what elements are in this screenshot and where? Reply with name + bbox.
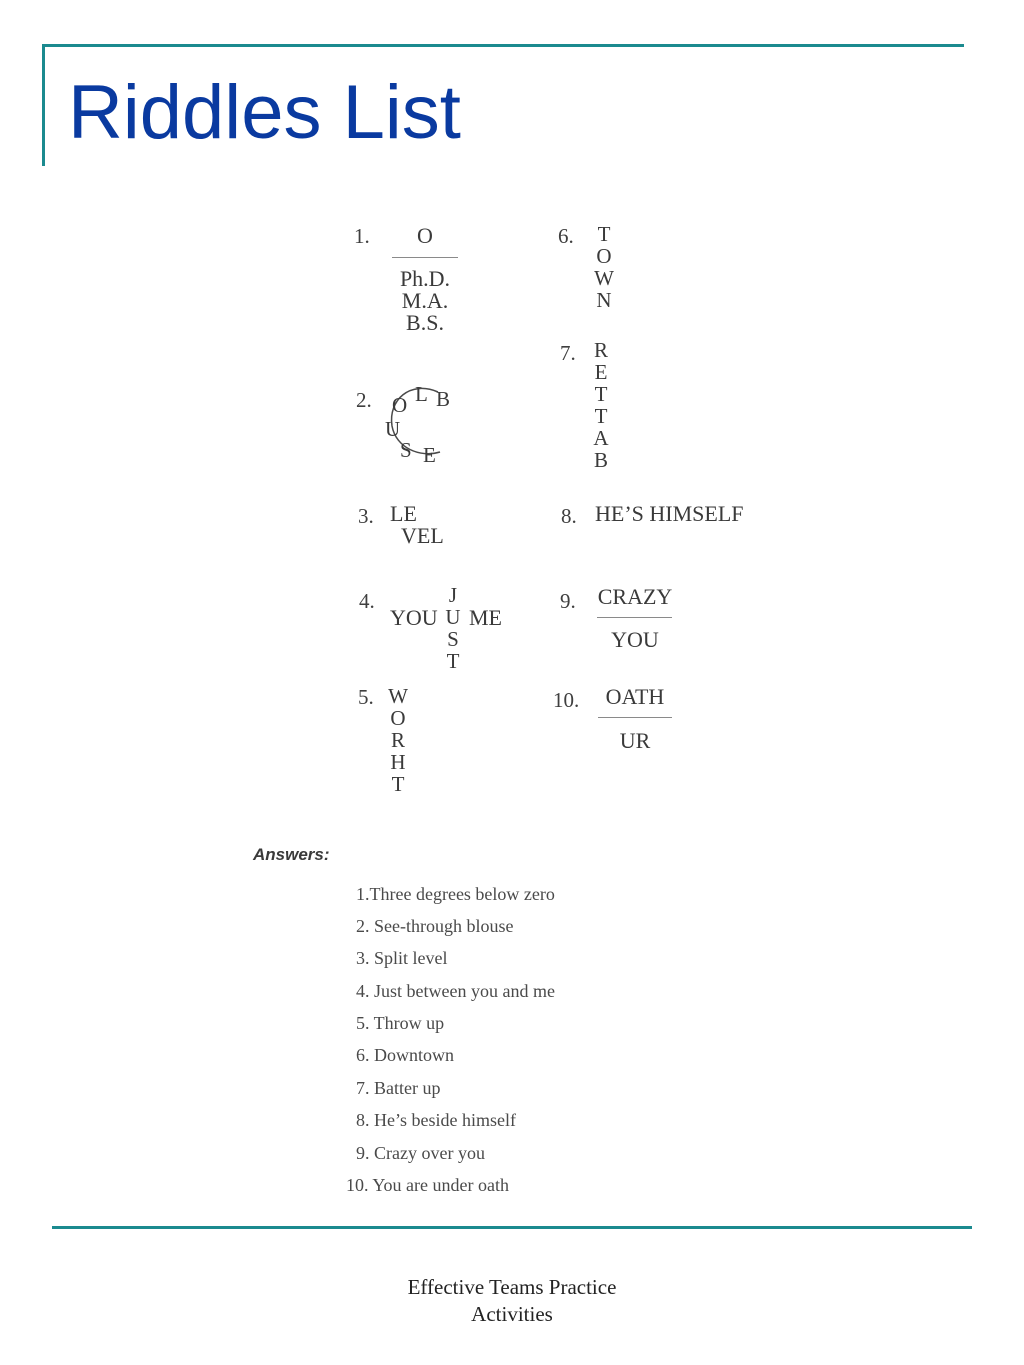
answer-item: 9. Crazy over you [356, 1143, 485, 1163]
riddle-7-column-letter: T [594, 382, 608, 406]
answer-item: 8. He’s beside himself [356, 1110, 516, 1130]
riddle-7-column-letter: A [593, 426, 609, 450]
riddle-10-numerator: OATH [605, 684, 665, 709]
riddle-number: 7. [560, 341, 576, 365]
riddle-2-letter: O [392, 393, 408, 417]
title-frame-left-rule [42, 44, 45, 166]
riddle-4-column-letter: T [446, 649, 460, 673]
fraction-bar [392, 257, 458, 258]
riddle-5-column-letter: R [390, 728, 405, 752]
fraction-bar [597, 617, 672, 618]
answer-item: 1.Three degrees below zero [356, 884, 555, 904]
riddle-number: 8. [561, 504, 577, 528]
riddle-1-denominator-line: M.A. [401, 288, 449, 313]
riddle-number: 9. [560, 589, 576, 613]
riddle-7-column-letter: T [594, 404, 608, 428]
answer-item: 3. Split level [356, 948, 448, 968]
riddle-3-line-1: LE [390, 501, 417, 526]
riddle-4-you: YOU [390, 605, 438, 630]
riddle-1-denominator-line: Ph.D. [399, 266, 451, 291]
answer-item: 2. See-through blouse [356, 916, 514, 936]
riddle-number: 6. [558, 224, 574, 248]
riddle-number: 3. [358, 504, 374, 528]
riddle-5-column-letter: T [391, 772, 405, 796]
riddle-2-letter: S [400, 438, 412, 462]
riddle-number: 1. [354, 224, 370, 248]
riddle-number: 10. [553, 688, 580, 712]
slide-footer [362, 1274, 662, 1328]
riddle-8-text: HE’S HIMSELF [595, 501, 744, 526]
riddle-2-letter: L [415, 382, 428, 406]
answer-item: 10. You are under oath [346, 1175, 509, 1195]
riddle-6-column-letter: T [597, 222, 611, 246]
riddle-5-column-letter: W [388, 684, 408, 708]
riddle-number: 2. [356, 388, 372, 412]
riddle-2-letter: B [436, 387, 451, 411]
footer-rule [52, 1226, 972, 1229]
riddle-1-denominator-line: B.S. [406, 310, 444, 335]
riddle-7-column-letter: R [593, 338, 608, 362]
riddle-3-line-2: VEL [401, 523, 444, 548]
riddle-4-column-letter: U [445, 605, 461, 629]
riddle-6-column-letter: O [596, 244, 612, 268]
riddle-5-column-letter: H [390, 750, 406, 774]
footer-line-2: Activities [471, 1302, 553, 1326]
title-frame-top-rule [42, 44, 964, 47]
riddle-6-column-letter: W [594, 266, 614, 290]
answer-item: 6. Downtown [356, 1045, 454, 1065]
answer-item: 5. Throw up [356, 1013, 445, 1033]
riddle-number: 5. [358, 685, 374, 709]
answer-item: 7. Batter up [356, 1078, 441, 1098]
riddle-1-numerator: O [417, 223, 433, 248]
riddle-5-column-letter: O [390, 706, 406, 730]
slide-title: Riddles List [68, 70, 461, 155]
riddle-number: 4. [359, 589, 375, 613]
riddle-4-column-letter: J [448, 583, 458, 607]
riddle-10-denominator: UR [619, 728, 651, 753]
riddle-9-numerator: CRAZY [597, 584, 673, 609]
riddle-9-denominator: YOU [611, 627, 659, 652]
riddle-2-letter: E [423, 443, 436, 467]
riddle-4-column-letter: S [447, 627, 459, 651]
riddle-7-column-letter: E [594, 360, 608, 384]
fraction-bar [598, 717, 672, 718]
riddle-6-column-letter: N [596, 288, 612, 312]
riddle-4-me: ME [469, 605, 502, 630]
riddle-2-letter: U [385, 417, 401, 441]
answer-item: 4. Just between you and me [356, 981, 555, 1001]
answers-heading: Answers: [253, 845, 330, 864]
riddle-7-column-letter: B [593, 448, 608, 472]
footer-line-1: Effective Teams Practice [407, 1275, 617, 1299]
